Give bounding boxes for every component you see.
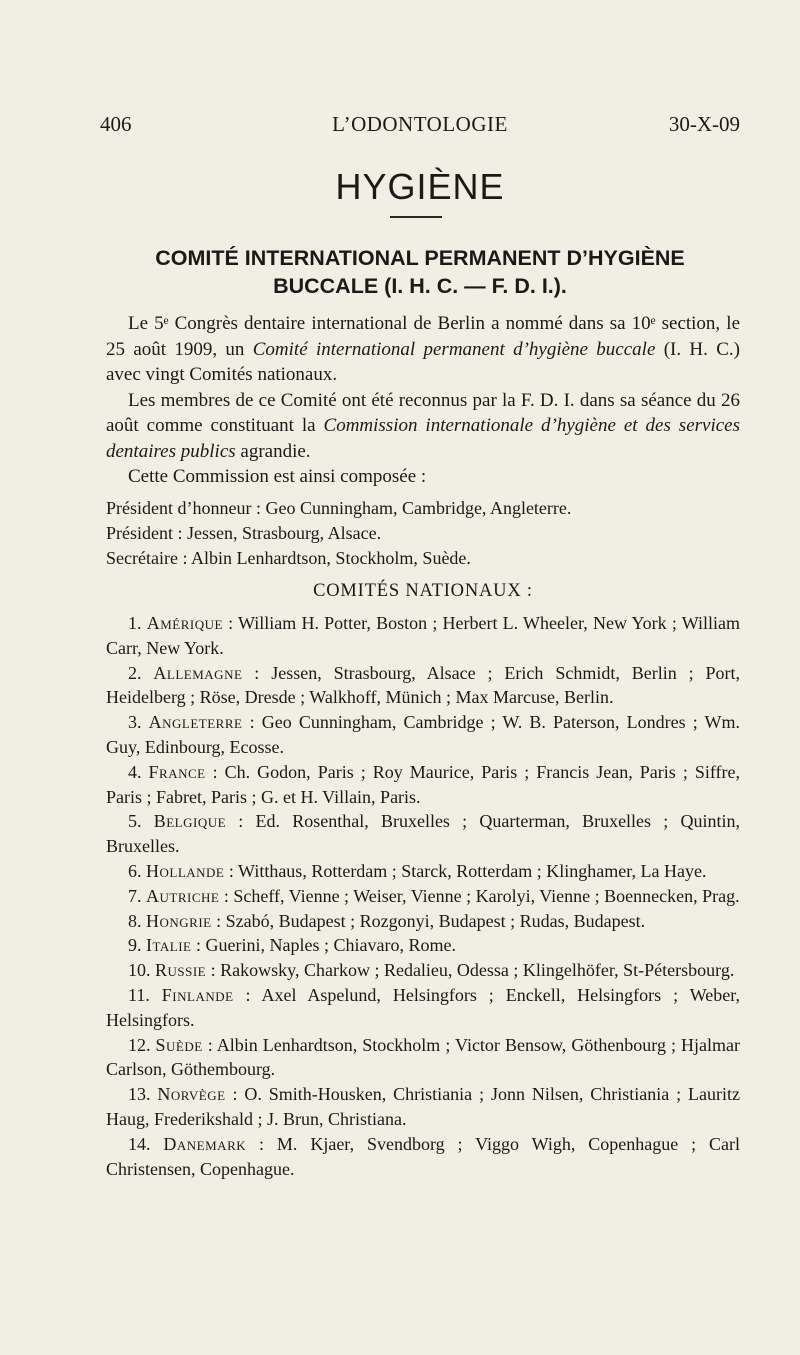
item-number: 1. — [128, 613, 142, 633]
list-item — [106, 909, 740, 934]
item-number: 8. — [128, 910, 142, 931]
paragraph-2-italic: Commission internationale d’hygiène et des services dentaires publics — [106, 415, 740, 462]
item-members: : Jessen, Strasbourg, Alsace ; Erich Schmidt, Berlin ; Port, Heidelberg ; Röse, Dresde ; Walkhoff, Münich ; Max Marcuse, Berlin. — [106, 662, 741, 708]
country-name: Allemagne — [153, 662, 243, 683]
item-members: : Szabó, Budapest ; Rozgonyi, Budapest ; Rudas, Budapest. — [211, 910, 646, 931]
item-number: 5. — [128, 811, 142, 832]
country-name: France — [148, 761, 206, 782]
list-item — [106, 884, 740, 909]
country-name: Hongrie — [146, 910, 212, 931]
article-body — [106, 311, 740, 1181]
item-members: : Ed. Rosenthal, Bruxelles ; Quarterman, Bruxelles ; Quintin, Bruxelles. — [106, 811, 741, 857]
item-number: 13. — [128, 1084, 151, 1105]
running-header — [100, 112, 740, 142]
country-name: Norvège — [157, 1084, 226, 1105]
item-number: 2. — [128, 662, 142, 683]
title-divider — [390, 216, 442, 218]
article-heading-line2: BUCCALE (I. H. C. — F. D. I.). — [273, 274, 567, 298]
item-members: : Ch. Godon, Paris ; Roy Maurice, Paris ; Francis Jean, Paris ; Siffre, Paris ; Fabret, Paris ; G. et H. Villain, Paris. — [106, 761, 740, 807]
list-item — [106, 1082, 740, 1132]
list-item — [106, 809, 740, 859]
item-number: 12. — [128, 1034, 151, 1055]
list-item — [106, 661, 740, 711]
section-title: HYGIÈNE — [335, 166, 505, 207]
list-item — [106, 933, 740, 958]
article-heading — [100, 244, 740, 300]
item-members: : Albin Lenhardtson, Stockholm ; Victor Bensow, Göthenbourg ; Hjalmar Carlson, Göthembourg. — [106, 1034, 741, 1080]
officer-president: Président : Jessen, Strasbourg, Alsace. — [106, 522, 382, 543]
list-item — [106, 958, 740, 983]
page-number: 406 — [100, 112, 132, 136]
item-members: : M. Kjaer, Svendborg ; Viggo Wigh, Copenhague ; Carl Christensen, Copenhague. — [106, 1133, 741, 1179]
officer-secretary: Secrétaire : Albin Lenhardtson, Stockholm, Suède. — [106, 547, 471, 568]
country-name: Amérique — [146, 613, 223, 633]
paragraph-1 — [106, 311, 740, 388]
issue-date: 30-X-09 — [668, 112, 740, 136]
list-item — [106, 611, 740, 661]
item-number: 3. — [128, 712, 142, 733]
paragraph-2-text-b: agrandie. — [235, 440, 311, 462]
country-name: Russie — [155, 960, 207, 981]
country-name: Belgique — [153, 811, 227, 832]
item-number: 14. — [128, 1133, 151, 1154]
country-name: Angleterre — [148, 712, 243, 733]
item-members: : Scheff, Vienne ; Weiser, Vienne ; Karolyi, Vienne ; Boennecken, Prag. — [219, 885, 740, 906]
journal-title: L’ODONTOLOGIE — [332, 112, 508, 136]
item-members: : O. Smith-Housken, Christiania ; Jonn Nilsen, Christiania ; Lauritz Haug, Frederikshald ; J. Brun, Christiana. — [106, 1084, 741, 1129]
officer-honorary-president: Président d’honneur : Geo Cunningham, Cambridge, Angleterre. — [106, 497, 572, 518]
article-heading-line1: COMITÉ INTERNATIONAL PERMANENT D’HYGIÈNE — [155, 246, 685, 270]
paragraph-1-italic: Comité international permanent d’hygiène buccale — [252, 338, 656, 360]
list-item — [106, 859, 740, 884]
country-name: Finlande — [161, 984, 234, 1005]
country-name: Hollande — [146, 860, 225, 881]
item-number: 9. — [128, 935, 142, 956]
national-committees-list — [106, 611, 740, 1181]
paragraph-2 — [106, 388, 740, 465]
paragraph-1-text-b: (I. H. C.) avec vingt Comités nationaux. — [106, 338, 740, 385]
item-number: 6. — [128, 860, 142, 881]
paragraph-1-text-a: Le 5ᵉ Congrès dentaire international de Berlin a nommé dans sa 10ᵉ section, le 25 août 1909, un — [106, 313, 740, 360]
item-members: : Witthaus, Rotterdam ; Starck, Rotterdam ; Klinghamer, La Haye. — [224, 860, 707, 881]
country-name: Italie — [146, 935, 192, 956]
list-item — [106, 1033, 740, 1083]
item-number: 4. — [128, 761, 142, 782]
country-name: Suède — [155, 1034, 203, 1055]
country-name: Autriche — [146, 885, 220, 906]
item-members: : Geo Cunningham, Cambridge ; W. B. Paterson, Londres ; Wm. Guy, Edinbourg, Ecosse. — [106, 712, 741, 757]
list-item — [106, 983, 740, 1033]
item-number: 7. — [128, 885, 142, 906]
officers-list — [106, 496, 740, 571]
national-committees-heading: COMITÉS NATIONAUX : — [313, 580, 533, 601]
paragraph-2-text-a: Les membres de ce Comité ont été reconnus par la F. D. I. dans sa séance du 26 août comme constituant la — [106, 389, 740, 436]
list-item — [106, 1132, 740, 1182]
item-members: : Guerini, Naples ; Chiavaro, Rome. — [191, 935, 456, 956]
list-item — [106, 760, 740, 810]
item-members: : Axel Aspelund, Helsingfors ; Enckell, Helsingfors ; Weber, Helsingfors. — [106, 984, 740, 1030]
item-members: : William H. Potter, Boston ; Herbert L. Wheeler, New York ; William Carr, New York. — [106, 613, 741, 658]
item-number: 11. — [128, 984, 150, 1005]
country-name: Danemark — [163, 1133, 247, 1154]
item-number: 10. — [128, 960, 151, 981]
paragraph-3: Cette Commission est ainsi composée : — [128, 466, 427, 487]
list-item — [106, 710, 740, 760]
item-members: : Rakowsky, Charkow ; Redalieu, Odessa ; Klingelhöfer, St-Pétersbourg. — [206, 960, 735, 981]
